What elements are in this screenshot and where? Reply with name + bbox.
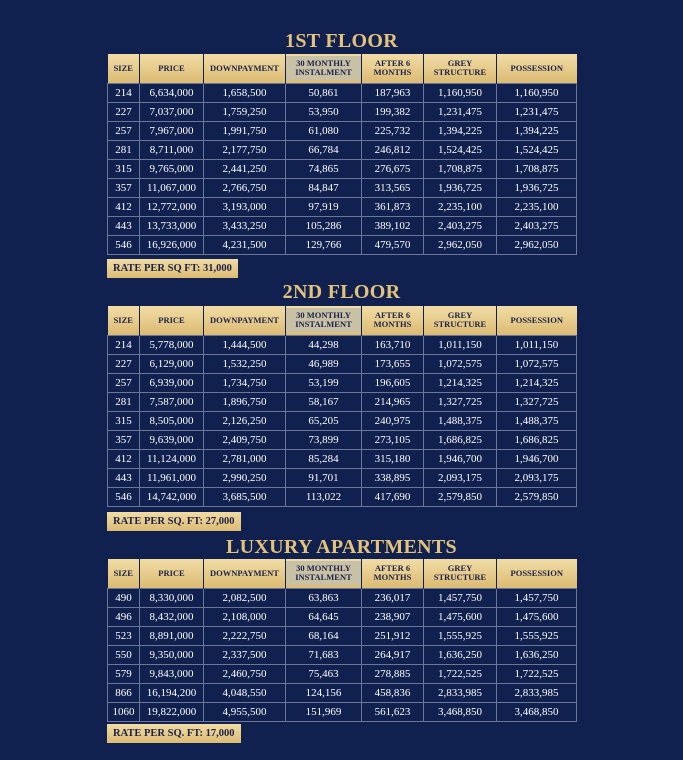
monthly-instalment-cell: 84,847 — [286, 178, 362, 197]
downpayment-cell: 1,759,250 — [204, 102, 286, 121]
table-row — [108, 664, 577, 683]
size-cell: 579 — [108, 664, 140, 683]
after-6-months-cell: 458,836 — [362, 683, 424, 702]
size-cell: 315 — [108, 411, 140, 430]
grey-structure-cell: 1,686,825 — [424, 430, 497, 449]
possession-cell: 1,214,325 — [497, 373, 577, 392]
grey-structure-header: GREY STRUCTURE — [424, 559, 497, 588]
grey-structure-header: GREY STRUCTURE — [424, 306, 497, 335]
table-header-row — [108, 54, 577, 83]
price-cell: 9,843,000 — [140, 664, 204, 683]
price-table-2nd-floor — [107, 306, 577, 507]
table-row — [108, 335, 577, 354]
table-row — [108, 468, 577, 487]
possession-cell: 1,722,525 — [497, 664, 577, 683]
price-cell: 5,778,000 — [140, 335, 204, 354]
size-cell: 496 — [108, 607, 140, 626]
monthly-instalment-cell: 97,919 — [286, 197, 362, 216]
possession-cell: 1,072,575 — [497, 354, 577, 373]
table-row — [108, 159, 577, 178]
downpayment-cell: 1,532,250 — [204, 354, 286, 373]
possession-cell: 1,686,825 — [497, 430, 577, 449]
price-cell: 12,772,000 — [140, 197, 204, 216]
size-header: SIZE — [108, 306, 140, 335]
price-cell: 19,822,000 — [140, 702, 204, 721]
price-cell: 16,194,200 — [140, 683, 204, 702]
monthly-instalment-cell: 74,865 — [286, 159, 362, 178]
after-6-months-cell: 240,975 — [362, 411, 424, 430]
grey-structure-cell: 1,231,475 — [424, 102, 497, 121]
after-6-months-header: AFTER 6 MONTHS — [362, 306, 424, 335]
size-cell: 1060 — [108, 702, 140, 721]
monthly-instalment-cell: 113,022 — [286, 487, 362, 506]
possession-cell: 1,936,725 — [497, 178, 577, 197]
size-header: SIZE — [108, 559, 140, 588]
table-row — [108, 645, 577, 664]
possession-cell: 1,394,225 — [497, 121, 577, 140]
price-cell: 9,639,000 — [140, 430, 204, 449]
price-cell: 8,432,000 — [140, 607, 204, 626]
after-6-months-cell: 214,965 — [362, 392, 424, 411]
table-row — [108, 487, 577, 506]
grey-structure-cell: 1,214,325 — [424, 373, 497, 392]
after-6-months-cell: 246,812 — [362, 140, 424, 159]
rate-badge-2nd-floor: RATE PER SQ. FT: 27,000 — [107, 512, 241, 531]
section-title-luxury-apartments: LUXURY APARTMENTS — [226, 536, 457, 558]
possession-cell: 1,946,700 — [497, 449, 577, 468]
downpayment-cell: 2,337,500 — [204, 645, 286, 664]
grey-structure-cell: 2,235,100 — [424, 197, 497, 216]
after-6-months-cell: 479,570 — [362, 235, 424, 254]
monthly-instalment-cell: 63,863 — [286, 588, 362, 607]
downpayment-header: DOWNPAYMENT — [204, 306, 286, 335]
monthly-instalment-cell: 124,156 — [286, 683, 362, 702]
downpayment-cell: 2,108,000 — [204, 607, 286, 626]
table-row — [108, 83, 577, 102]
rate-badge-1st-floor: RATE PER SQ FT: 31,000 — [107, 259, 238, 278]
table-row — [108, 626, 577, 645]
possession-cell: 1,231,475 — [497, 102, 577, 121]
after-6-months-cell: 225,732 — [362, 121, 424, 140]
possession-cell: 1,524,425 — [497, 140, 577, 159]
table-row — [108, 411, 577, 430]
price-cell: 6,129,000 — [140, 354, 204, 373]
after-6-months-cell: 236,017 — [362, 588, 424, 607]
section-title-2nd-floor: 2ND FLOOR — [282, 281, 401, 303]
table-row — [108, 197, 577, 216]
downpayment-cell: 1,658,500 — [204, 83, 286, 102]
size-cell: 443 — [108, 468, 140, 487]
grey-structure-header: GREY STRUCTURE — [424, 54, 497, 83]
price-cell: 7,587,000 — [140, 392, 204, 411]
grey-structure-cell: 1,722,525 — [424, 664, 497, 683]
size-cell: 257 — [108, 373, 140, 392]
price-cell: 6,634,000 — [140, 83, 204, 102]
after-6-months-cell: 238,907 — [362, 607, 424, 626]
downpayment-cell: 2,082,500 — [204, 588, 286, 607]
table-header-row — [108, 559, 577, 588]
price-header: PRICE — [140, 54, 204, 83]
price-table-luxury-apartments — [107, 559, 577, 722]
after-6-months-cell: 196,605 — [362, 373, 424, 392]
monthly-instalment-cell: 44,298 — [286, 335, 362, 354]
downpayment-cell: 2,177,750 — [204, 140, 286, 159]
monthly-instalment-cell: 61,080 — [286, 121, 362, 140]
price-header: PRICE — [140, 306, 204, 335]
table-row — [108, 683, 577, 702]
after-6-months-cell: 278,885 — [362, 664, 424, 683]
price-cell: 7,037,000 — [140, 102, 204, 121]
after-6-months-cell: 338,895 — [362, 468, 424, 487]
monthly-instalment-header — [286, 54, 362, 83]
price-cell: 11,124,000 — [140, 449, 204, 468]
grey-structure-cell: 1,636,250 — [424, 645, 497, 664]
price-cell: 14,742,000 — [140, 487, 204, 506]
rate-badge-luxury-apartments: RATE PER SQ. FT: 17,000 — [107, 724, 241, 743]
monthly-instalment-header-label: 30 MONTHLY INSTALMENT — [286, 56, 361, 80]
table-row — [108, 430, 577, 449]
possession-cell: 3,468,850 — [497, 702, 577, 721]
grey-structure-cell: 1,011,150 — [424, 335, 497, 354]
possession-cell: 1,636,250 — [497, 645, 577, 664]
table-row — [108, 216, 577, 235]
after-6-months-cell: 315,180 — [362, 449, 424, 468]
size-cell: 490 — [108, 588, 140, 607]
table-row — [108, 607, 577, 626]
price-cell: 11,067,000 — [140, 178, 204, 197]
size-cell: 315 — [108, 159, 140, 178]
monthly-instalment-cell: 91,701 — [286, 468, 362, 487]
after-6-months-cell: 276,675 — [362, 159, 424, 178]
after-6-months-cell: 199,382 — [362, 102, 424, 121]
monthly-instalment-cell: 105,286 — [286, 216, 362, 235]
grey-structure-cell: 1,708,875 — [424, 159, 497, 178]
size-cell: 412 — [108, 449, 140, 468]
possession-cell: 1,555,925 — [497, 626, 577, 645]
size-cell: 257 — [108, 121, 140, 140]
size-cell: 227 — [108, 354, 140, 373]
price-cell: 9,765,000 — [140, 159, 204, 178]
monthly-instalment-cell: 65,205 — [286, 411, 362, 430]
price-cell: 9,350,000 — [140, 645, 204, 664]
size-cell: 866 — [108, 683, 140, 702]
after-6-months-header: AFTER 6 MONTHS — [362, 54, 424, 83]
price-cell: 6,939,000 — [140, 373, 204, 392]
downpayment-cell: 2,222,750 — [204, 626, 286, 645]
grey-structure-cell: 2,579,850 — [424, 487, 497, 506]
monthly-instalment-cell: 75,463 — [286, 664, 362, 683]
monthly-instalment-cell: 58,167 — [286, 392, 362, 411]
size-cell: 550 — [108, 645, 140, 664]
monthly-instalment-header — [286, 306, 362, 335]
price-header: PRICE — [140, 559, 204, 588]
price-cell: 16,926,000 — [140, 235, 204, 254]
after-6-months-cell: 187,963 — [362, 83, 424, 102]
monthly-instalment-cell: 73,899 — [286, 430, 362, 449]
monthly-instalment-cell: 53,199 — [286, 373, 362, 392]
after-6-months-cell: 173,655 — [362, 354, 424, 373]
grey-structure-cell: 1,524,425 — [424, 140, 497, 159]
price-cell: 8,891,000 — [140, 626, 204, 645]
monthly-instalment-cell: 68,164 — [286, 626, 362, 645]
after-6-months-header: AFTER 6 MONTHS — [362, 559, 424, 588]
after-6-months-cell: 163,710 — [362, 335, 424, 354]
price-cell: 8,711,000 — [140, 140, 204, 159]
size-cell: 214 — [108, 335, 140, 354]
possession-cell: 1,475,600 — [497, 607, 577, 626]
size-header: SIZE — [108, 54, 140, 83]
downpayment-cell: 1,734,750 — [204, 373, 286, 392]
downpayment-cell: 2,781,000 — [204, 449, 286, 468]
price-cell: 8,505,000 — [140, 411, 204, 430]
after-6-months-cell: 417,690 — [362, 487, 424, 506]
downpayment-cell: 1,444,500 — [204, 335, 286, 354]
downpayment-cell: 2,409,750 — [204, 430, 286, 449]
monthly-instalment-cell: 46,989 — [286, 354, 362, 373]
table-row — [108, 702, 577, 721]
table-row — [108, 140, 577, 159]
possession-cell: 1,011,150 — [497, 335, 577, 354]
monthly-instalment-cell: 50,861 — [286, 83, 362, 102]
table-row — [108, 235, 577, 254]
downpayment-cell: 2,766,750 — [204, 178, 286, 197]
table-row — [108, 392, 577, 411]
after-6-months-cell: 561,623 — [362, 702, 424, 721]
downpayment-cell: 4,955,500 — [204, 702, 286, 721]
size-cell: 412 — [108, 197, 140, 216]
grey-structure-cell: 1,488,375 — [424, 411, 497, 430]
after-6-months-cell: 264,917 — [362, 645, 424, 664]
possession-header: POSSESSION — [497, 306, 577, 335]
downpayment-header: DOWNPAYMENT — [204, 559, 286, 588]
grey-structure-cell: 1,555,925 — [424, 626, 497, 645]
after-6-months-cell: 313,565 — [362, 178, 424, 197]
grey-structure-cell: 1,936,725 — [424, 178, 497, 197]
size-cell: 357 — [108, 430, 140, 449]
after-6-months-cell: 251,912 — [362, 626, 424, 645]
possession-cell: 1,457,750 — [497, 588, 577, 607]
grey-structure-cell: 1,327,725 — [424, 392, 497, 411]
section-title-1st-floor: 1ST FLOOR — [285, 30, 398, 52]
size-cell: 214 — [108, 83, 140, 102]
size-cell: 546 — [108, 487, 140, 506]
grey-structure-cell: 1,394,225 — [424, 121, 497, 140]
grey-structure-cell: 1,946,700 — [424, 449, 497, 468]
grey-structure-cell: 2,962,050 — [424, 235, 497, 254]
downpayment-cell: 4,048,550 — [204, 683, 286, 702]
downpayment-cell: 3,685,500 — [204, 487, 286, 506]
table-row — [108, 449, 577, 468]
after-6-months-cell: 361,873 — [362, 197, 424, 216]
downpayment-cell: 2,126,250 — [204, 411, 286, 430]
possession-cell: 2,833,985 — [497, 683, 577, 702]
grey-structure-cell: 2,833,985 — [424, 683, 497, 702]
downpayment-cell: 4,231,500 — [204, 235, 286, 254]
monthly-instalment-cell: 53,950 — [286, 102, 362, 121]
downpayment-cell: 1,896,750 — [204, 392, 286, 411]
possession-cell: 1,327,725 — [497, 392, 577, 411]
grey-structure-cell: 2,403,275 — [424, 216, 497, 235]
table-row — [108, 121, 577, 140]
possession-cell: 1,160,950 — [497, 83, 577, 102]
monthly-instalment-cell: 129,766 — [286, 235, 362, 254]
size-cell: 281 — [108, 140, 140, 159]
downpayment-header: DOWNPAYMENT — [204, 54, 286, 83]
table-row — [108, 588, 577, 607]
possession-cell: 1,488,375 — [497, 411, 577, 430]
monthly-instalment-cell: 64,645 — [286, 607, 362, 626]
possession-cell: 2,962,050 — [497, 235, 577, 254]
grey-structure-cell: 1,072,575 — [424, 354, 497, 373]
table-row — [108, 102, 577, 121]
price-cell: 13,733,000 — [140, 216, 204, 235]
table-row — [108, 178, 577, 197]
table-row — [108, 354, 577, 373]
size-cell: 227 — [108, 102, 140, 121]
monthly-instalment-cell: 66,784 — [286, 140, 362, 159]
size-cell: 281 — [108, 392, 140, 411]
size-cell: 546 — [108, 235, 140, 254]
monthly-instalment-cell: 71,683 — [286, 645, 362, 664]
monthly-instalment-header — [286, 559, 362, 588]
table-header-row — [108, 306, 577, 335]
possession-cell: 1,708,875 — [497, 159, 577, 178]
grey-structure-cell: 1,457,750 — [424, 588, 497, 607]
downpayment-cell: 2,990,250 — [204, 468, 286, 487]
price-table-1st-floor — [107, 54, 577, 255]
grey-structure-cell: 1,475,600 — [424, 607, 497, 626]
monthly-instalment-header-label: 30 MONTHLY INSTALMENT — [286, 561, 361, 585]
table-row — [108, 373, 577, 392]
grey-structure-cell: 2,093,175 — [424, 468, 497, 487]
downpayment-cell: 2,460,750 — [204, 664, 286, 683]
grey-structure-cell: 3,468,850 — [424, 702, 497, 721]
possession-header: POSSESSION — [497, 559, 577, 588]
grey-structure-cell: 1,160,950 — [424, 83, 497, 102]
size-cell: 443 — [108, 216, 140, 235]
possession-cell: 2,093,175 — [497, 468, 577, 487]
monthly-instalment-cell: 85,284 — [286, 449, 362, 468]
possession-header: POSSESSION — [497, 54, 577, 83]
downpayment-cell: 1,991,750 — [204, 121, 286, 140]
after-6-months-cell: 389,102 — [362, 216, 424, 235]
possession-cell: 2,235,100 — [497, 197, 577, 216]
price-cell: 8,330,000 — [140, 588, 204, 607]
size-cell: 357 — [108, 178, 140, 197]
downpayment-cell: 3,433,250 — [204, 216, 286, 235]
size-cell: 523 — [108, 626, 140, 645]
price-cell: 7,967,000 — [140, 121, 204, 140]
monthly-instalment-header-label: 30 MONTHLY INSTALMENT — [286, 308, 361, 332]
possession-cell: 2,403,275 — [497, 216, 577, 235]
downpayment-cell: 3,193,000 — [204, 197, 286, 216]
monthly-instalment-cell: 151,969 — [286, 702, 362, 721]
after-6-months-cell: 273,105 — [362, 430, 424, 449]
downpayment-cell: 2,441,250 — [204, 159, 286, 178]
price-cell: 11,961,000 — [140, 468, 204, 487]
possession-cell: 2,579,850 — [497, 487, 577, 506]
